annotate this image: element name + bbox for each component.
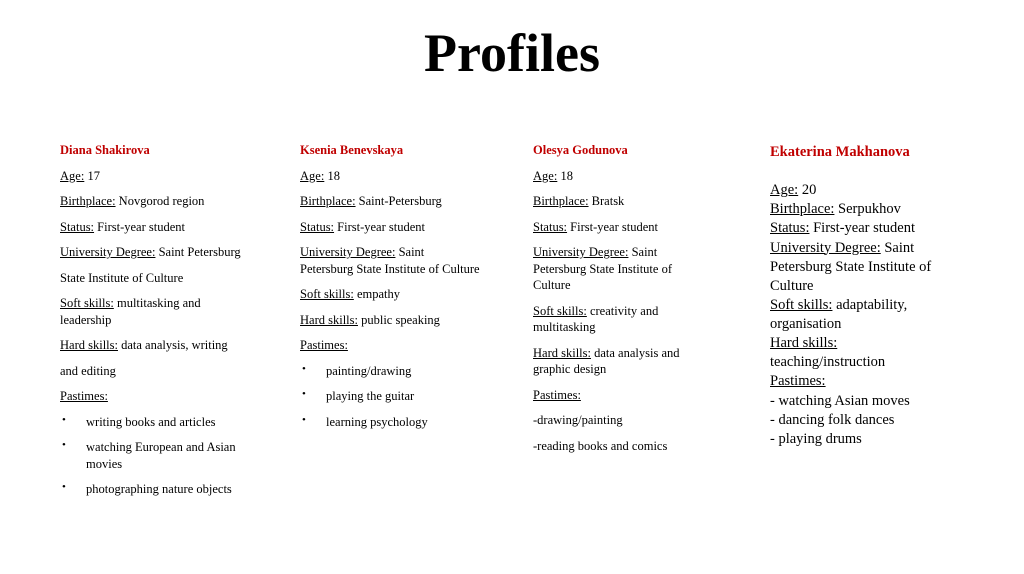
field-value-birthplace: Novgorod region xyxy=(118,194,205,209)
field-value-status: First-year student xyxy=(97,219,186,234)
profile-card-2 xyxy=(300,143,480,439)
field-label-age: Age: xyxy=(770,182,799,199)
profile-field-pastimes-label xyxy=(300,337,480,354)
list-item: • learning psychology xyxy=(300,414,480,431)
field-label-status: Status: xyxy=(770,220,810,237)
pastimes-list xyxy=(770,392,970,449)
field-label-birthplace: Birthplace: xyxy=(533,194,589,209)
list-item: - playing drums xyxy=(770,430,862,447)
profile-name: Diana Shakirova xyxy=(60,143,150,157)
pastimes-list xyxy=(533,412,708,454)
list-item: • writing books and articles xyxy=(60,414,245,431)
profile-field-university-degree xyxy=(533,244,708,294)
field-label-status: Status: xyxy=(533,219,568,234)
list-item: - dancing folk dances xyxy=(770,411,895,428)
field-label-hard-skills: Hard skills: xyxy=(60,338,118,353)
field-label-birthplace: Birthplace: xyxy=(60,194,116,209)
field-label-soft-skills: Soft skills: xyxy=(60,296,114,311)
profile-field-age xyxy=(533,168,708,185)
profile-field-hard-skills xyxy=(300,312,480,329)
list-item: -reading books and comics xyxy=(533,438,668,453)
profile-field-hard-skills-value: teaching/instruction xyxy=(770,354,886,371)
field-value-hard-skills: public speaking xyxy=(361,312,440,327)
profile-name: Ksenia Benevskaya xyxy=(300,143,404,157)
profile-field-status xyxy=(770,219,970,238)
field-label-university-degree: University Degree: xyxy=(533,245,629,260)
profile-field-soft-skills xyxy=(300,286,480,303)
field-value-university-degree: Saint Petersburg State Institute of Culture xyxy=(770,239,932,294)
profile-field-age xyxy=(300,168,480,185)
list-item: -drawing/painting xyxy=(533,413,623,428)
list-item: • painting/drawing xyxy=(300,363,480,380)
list-item: • watching European and Asian movies xyxy=(60,439,245,472)
field-label-university-degree: University Degree: xyxy=(770,239,881,256)
field-value-university-degree: Saint Petersburg xyxy=(158,245,241,260)
profile-field-hard-skills xyxy=(770,334,970,353)
profile-field-soft-skills xyxy=(533,303,708,336)
list-item: - watching Asian moves xyxy=(770,392,910,409)
field-label-soft-skills: Soft skills: xyxy=(300,287,354,302)
field-value-soft-skills: creativity and multitasking xyxy=(533,303,659,335)
profile-field-hard-skills xyxy=(533,345,708,378)
profile-field-hard-skills-continued: and editing xyxy=(60,363,116,378)
field-value-status: First-year student xyxy=(337,219,426,234)
field-value-soft-skills: adaptability, organisation xyxy=(770,296,908,332)
page-title: Profiles xyxy=(424,23,600,83)
field-label-pastimes: Pastimes: xyxy=(533,387,581,402)
field-label-age: Age: xyxy=(60,168,85,183)
field-label-pastimes: Pastimes: xyxy=(60,389,108,404)
profile-card-4 xyxy=(770,143,970,449)
profile-field-status xyxy=(60,219,245,236)
field-label-university-degree: University Degree: xyxy=(300,245,396,260)
profile-name: Ekaterina Makhanova xyxy=(770,144,910,160)
field-value-soft-skills: multitasking and leadership xyxy=(60,296,201,327)
profile-field-university-degree-continued: State Institute of Culture xyxy=(60,270,184,285)
list-item: • playing the guitar xyxy=(300,388,480,405)
field-label-hard-skills: Hard skills: xyxy=(300,312,358,327)
field-label-soft-skills: Soft skills: xyxy=(533,303,587,318)
profile-field-birthplace xyxy=(770,200,970,219)
list-item: • photographing nature objects xyxy=(60,481,245,498)
field-label-pastimes: Pastimes: xyxy=(300,338,348,353)
profile-field-soft-skills xyxy=(770,296,970,334)
field-label-birthplace: Birthplace: xyxy=(300,194,356,209)
field-value-birthplace: Bratsk xyxy=(591,194,625,209)
field-value-birthplace: Serpukhov xyxy=(838,201,901,218)
profile-field-soft-skills xyxy=(60,295,245,328)
pastimes-list xyxy=(60,414,245,498)
field-value-hard-skills: data analysis and graphic design xyxy=(533,345,680,377)
field-value-hard-skills: data analysis, writing xyxy=(121,338,228,353)
field-label-hard-skills: Hard skills: xyxy=(533,345,591,360)
field-label-pastimes: Pastimes: xyxy=(770,373,826,390)
field-value-status: First-year student xyxy=(570,219,659,234)
profile-field-pastimes-label xyxy=(770,372,970,391)
field-value-status: First-year student xyxy=(813,220,915,237)
profile-field-hard-skills xyxy=(60,337,245,354)
field-label-university-degree: University Degree: xyxy=(60,245,156,260)
field-label-age: Age: xyxy=(300,168,325,183)
field-value-age: 18 xyxy=(327,168,340,183)
field-label-birthplace: Birthplace: xyxy=(770,201,835,218)
field-label-age: Age: xyxy=(533,168,558,183)
profile-field-pastimes-label xyxy=(533,387,708,404)
field-value-soft-skills: empathy xyxy=(356,287,401,302)
field-value-university-degree: Saint Petersburg State Institute of Culture xyxy=(300,245,480,276)
profile-field-university-degree xyxy=(300,244,480,277)
profile-field-age xyxy=(770,181,970,200)
pastimes-list xyxy=(300,363,480,431)
field-value-age: 20 xyxy=(801,182,817,199)
field-value-age: 18 xyxy=(560,168,573,183)
profile-field-status xyxy=(300,219,480,236)
field-value-university-degree: Saint Petersburg State Institute of Culture xyxy=(533,245,672,293)
field-value-age: 17 xyxy=(87,168,100,183)
profile-card-1 xyxy=(60,143,245,507)
profile-field-pastimes-label xyxy=(60,388,245,405)
field-value-birthplace: Saint-Petersburg xyxy=(358,194,442,209)
profile-field-status xyxy=(533,219,708,236)
profile-card-3 xyxy=(533,143,708,463)
field-label-soft-skills: Soft skills: xyxy=(770,296,833,313)
profile-field-age xyxy=(60,168,245,185)
profile-field-birthplace xyxy=(533,193,708,210)
profile-field-university-degree xyxy=(770,239,970,296)
profile-field-birthplace xyxy=(300,193,480,210)
field-label-status: Status: xyxy=(300,219,335,234)
profile-field-university-degree xyxy=(60,244,245,261)
field-label-hard-skills: Hard skills: xyxy=(770,335,838,352)
field-label-status: Status: xyxy=(60,219,95,234)
profile-field-birthplace xyxy=(60,193,245,210)
profile-name: Olesya Godunova xyxy=(533,143,628,157)
